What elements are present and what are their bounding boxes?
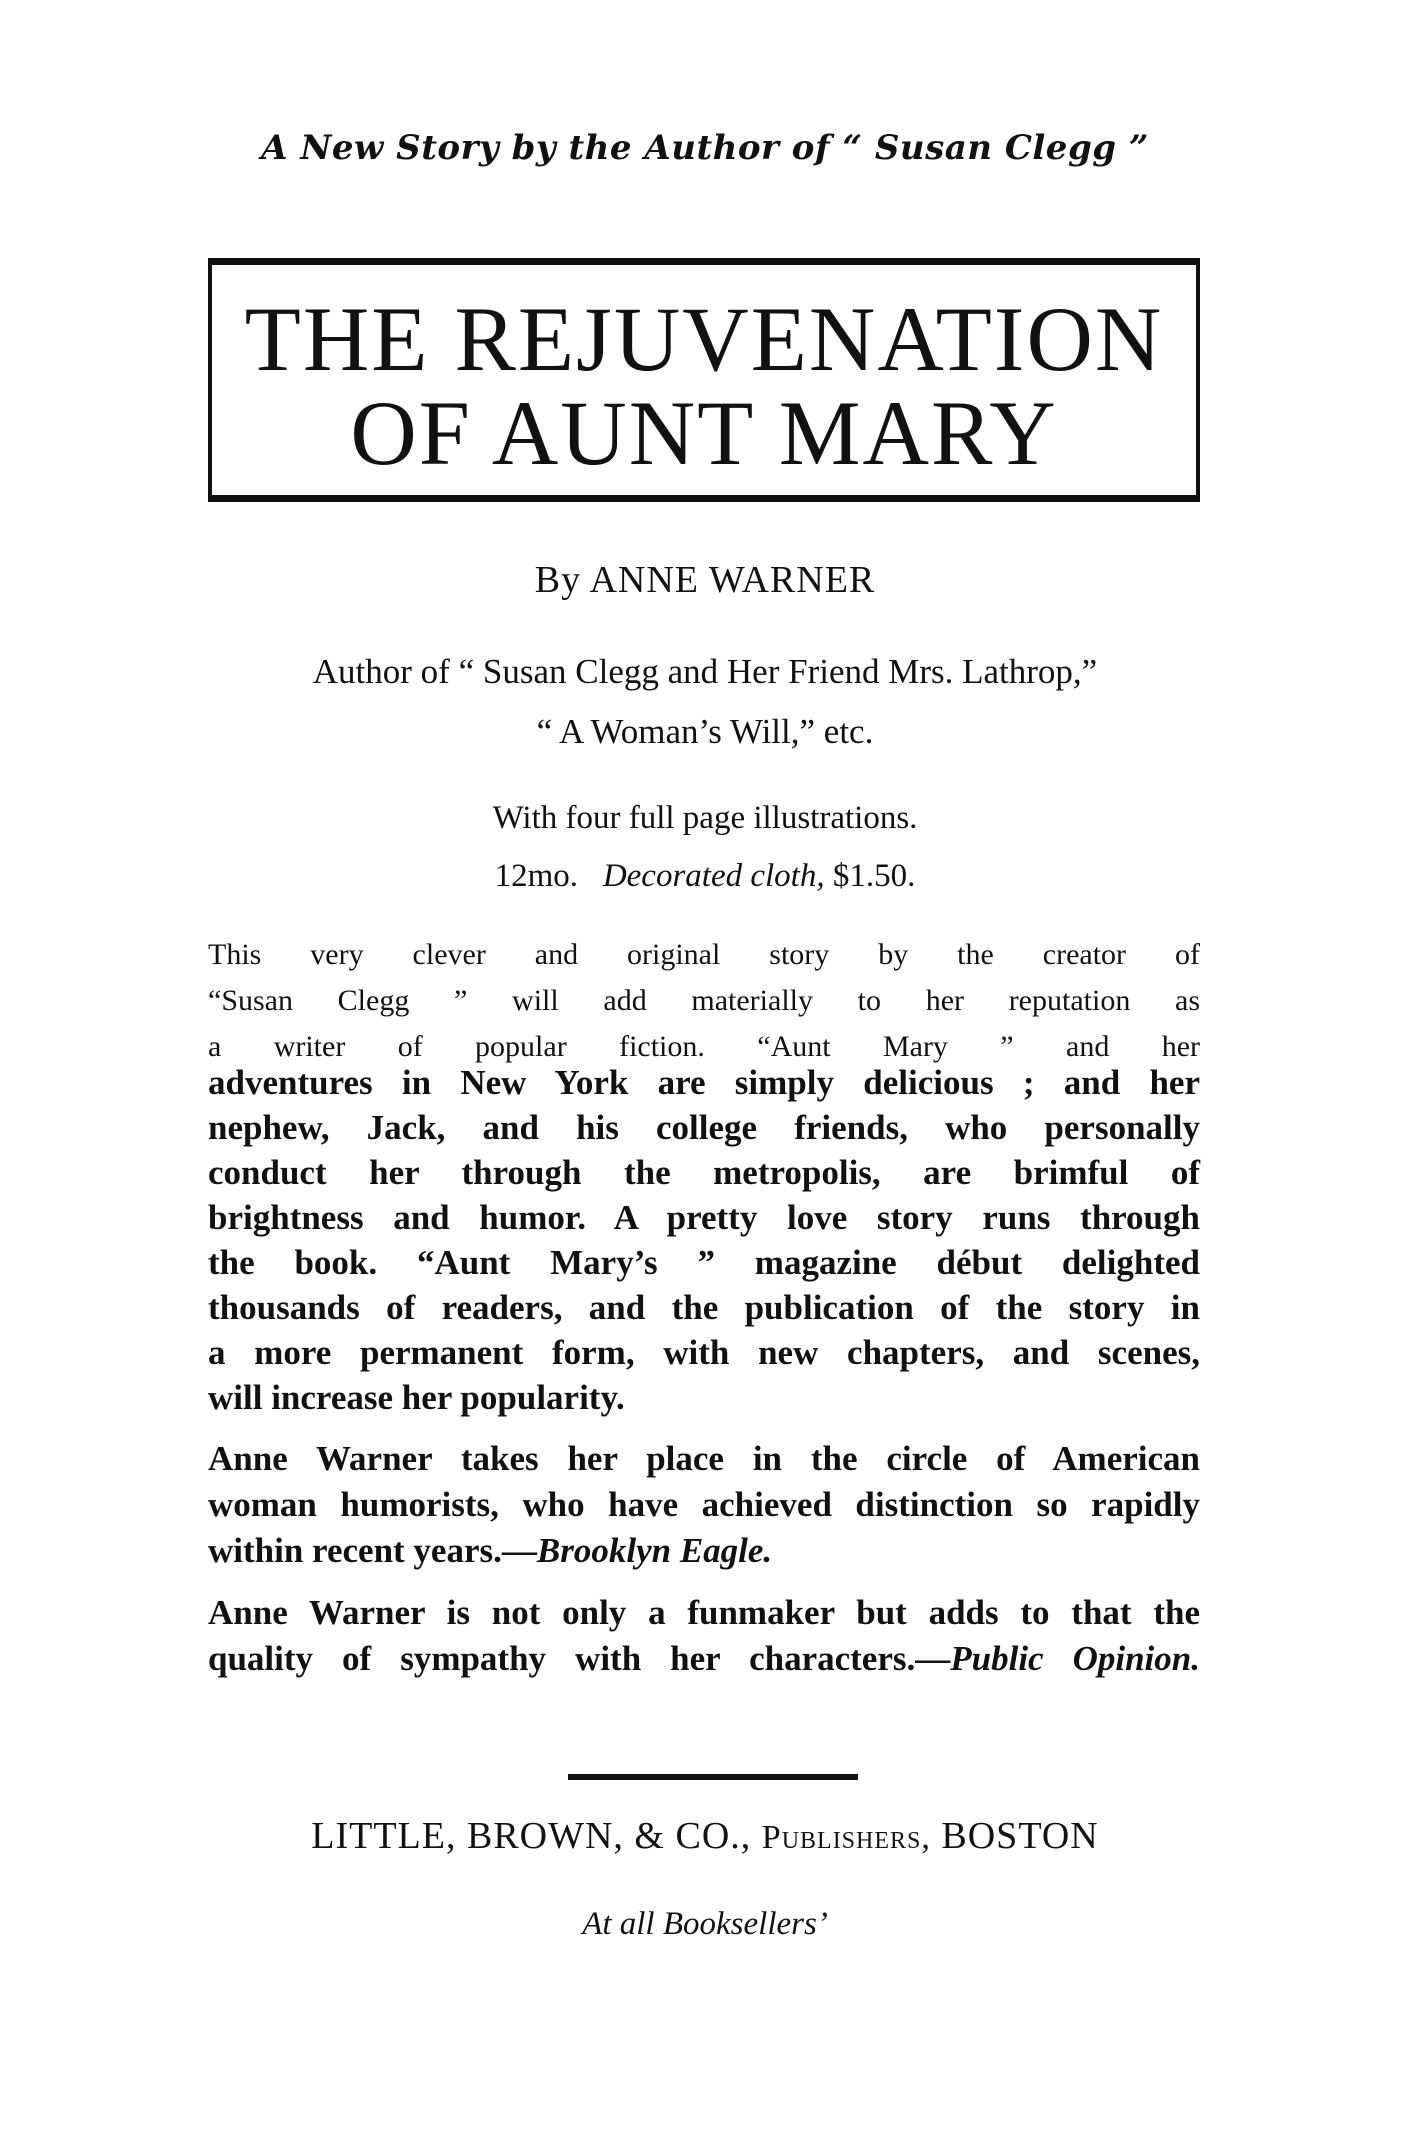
publisher-name: LITTLE, BROWN, & CO.,	[311, 1815, 752, 1857]
publisher-city: BOSTON	[941, 1815, 1099, 1857]
description-line: will increase her popularity.	[208, 1378, 625, 1417]
book-title-line-2: OF AUNT MARY	[350, 382, 1058, 484]
description-line: a writer of popular fiction. “Aunt Mary ” and her	[208, 1030, 1200, 1063]
book-title-line-1: THE REJUVENATION	[244, 288, 1164, 390]
book-format: 12mo.	[494, 858, 579, 894]
illustrations-note: With four full page illustrations.	[492, 800, 918, 836]
quote-text: quality of sympathy with her characters.—	[208, 1639, 951, 1678]
binding: Decorated cloth,	[602, 858, 825, 894]
description-line: adventures in New York are simply delicious ; and her	[208, 1063, 1200, 1102]
description-body	[208, 1060, 1200, 1420]
quote-source: Brooklyn Eagle.	[536, 1531, 773, 1570]
byline: By ANNE WARNER	[534, 559, 876, 601]
description-intro	[208, 932, 1200, 1070]
description-line: a more permanent form, with new chapters, and scenes,	[208, 1333, 1200, 1372]
price-amount: $1.50.	[832, 858, 916, 894]
author-of-line-2: “ A Woman’s Will,” etc.	[536, 712, 874, 751]
title-box	[208, 258, 1200, 502]
quote-line: woman humorists, who have achieved distinction so rapidly	[208, 1485, 1200, 1524]
description-line: This very clever and original story by the creator of	[208, 938, 1200, 971]
description-line: brightness and humor. A pretty love story runs through	[208, 1198, 1200, 1237]
author-of-line-1: Author of “ Susan Clegg and Her Friend Mrs. Lathrop,”	[312, 652, 1098, 691]
quote-line-last	[208, 1528, 1200, 1574]
description-line: thousands of readers, and the publication of the story in	[208, 1288, 1200, 1327]
divider-rule	[568, 1774, 858, 1780]
tagline: A New Story by the Author of “ Susan Clegg ”	[261, 128, 1149, 168]
description-line: conduct her through the metropolis, are brimful of	[208, 1153, 1200, 1192]
publisher-role: Publishers,	[761, 1819, 931, 1856]
review-quote-public-opinion	[208, 1590, 1200, 1682]
description-line: nephew, Jack, and his college friends, who personally	[208, 1108, 1200, 1147]
quote-line: Anne Warner is not only a funmaker but adds to that the	[208, 1593, 1200, 1632]
publisher-line	[0, 1814, 1410, 1858]
quote-line-last	[208, 1636, 1200, 1682]
quote-text: within recent years.—	[208, 1531, 537, 1570]
quote-source: Public Opinion.	[950, 1639, 1201, 1678]
availability-note: At all Booksellers’	[582, 1906, 828, 1942]
review-quote-brooklyn-eagle	[208, 1436, 1200, 1574]
description-line: the book. “Aunt Mary’s ” magazine début delighted	[208, 1243, 1200, 1282]
description-line: “Susan Clegg ” will add materially to her reputation as	[208, 984, 1200, 1017]
price-line	[0, 858, 1410, 895]
quote-line: Anne Warner takes her place in the circle of American	[208, 1439, 1200, 1478]
